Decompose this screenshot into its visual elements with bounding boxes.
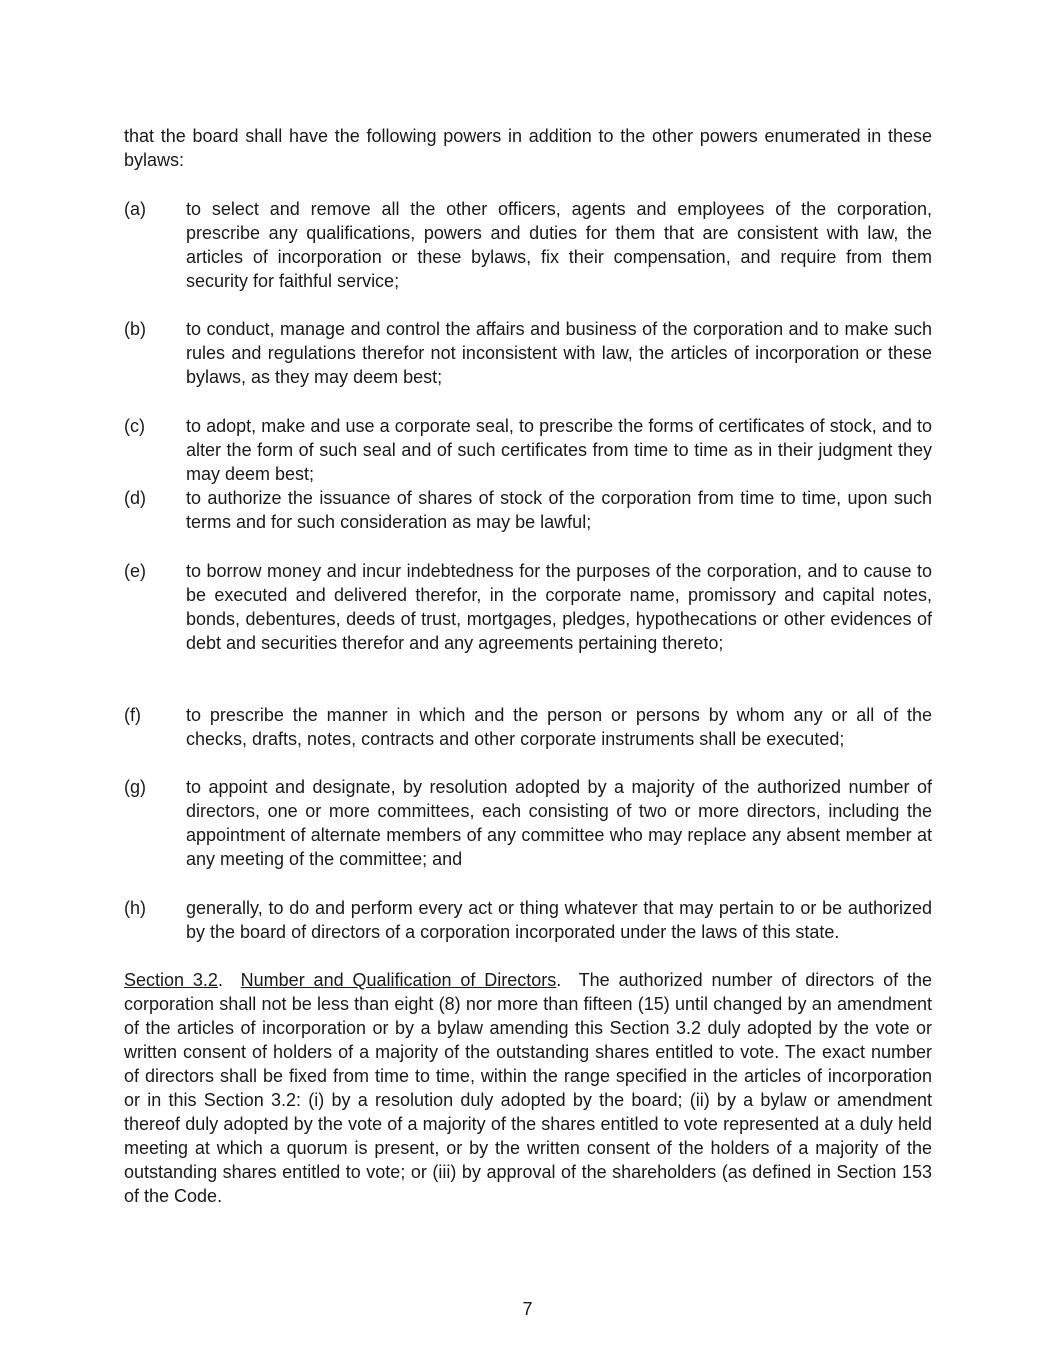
item-label: (f): [124, 705, 141, 725]
item-text: to select and remove all the other officers, agents and employees of the corporation, prescribe any qualifications, powers and duties for them that are consistent with law, the articles of incorporation or these bylaws, fix their compensation, and require from them security for faithful service;: [186, 199, 932, 291]
section-number: Section 3.2: [124, 970, 218, 990]
section-body: The authorized number of directors of the corporation shall not be less than eight (8) nor more than fifteen (15) until changed by an amendment of the articles of incorporation or by a bylaw amending this Section 3.2 duly adopted by the vote or written consent of holders of a majority of the outstanding shares entitled to vote. The exact number of directors shall be fixed from time to time, within the range specified in the articles of incorporation or in this Section 3.2: (i) by a resolution duly adopted by the board; (ii) by a bylaw or amendment thereof duly adopted by the vote of a majority of the shares entitled to vote represented at a duly held meeting at which a quorum is present, or by the written consent of the holders of a majority of the outstanding shares entitled to vote; or (iii) by approval of the shareholders (as defined in Section 153 of the Code.: [124, 970, 932, 1206]
section-title: Number and Qualification of Directors: [240, 970, 557, 990]
item-text: generally, to do and perform every act or thing whatever that may pertain to or be authorized by the board of directors of a corporation incorporated under the laws of this state.: [186, 898, 932, 942]
section-paragraph: Section 3.2. Number and Qualification of Directors. The authorized number of directors of the corporation shall not be less than eight (8) nor more than fifteen (15) until changed by an amendment of the articles of incorporation or by a bylaw amending this Section 3.2 duly adopted by the vote or written consent of holders of a majority of the outstanding shares entitled to vote. The exact number of directors shall be fixed from time to time, within the range specified in the articles of incorporation or in this Section 3.2: (i) by a resolution duly adopted by the board; (ii) by a bylaw or amendment thereof duly adopted by the vote of a majority of the shares entitled to vote represented at a duly held meeting at which a quorum is present, or by the written consent of the holders of a majority of the outstanding shares entitled to vote; or (iii) by approval of the shareholders (as defined in Section 153 of the Code.: [124, 970, 932, 1206]
list-item: [124, 775, 932, 871]
list-item: [124, 559, 932, 655]
item-text: to appoint and designate, by resolution adopted by a majority of the authorized number of directors, one or more committees, each consisting of two or more directors, including the appointment of alternate members of any committee who may replace any absent member at any meeting of the committee; and: [186, 777, 932, 869]
item-text: to conduct, manage and control the affairs and business of the corporation and to make such rules and regulations therefor not inconsistent with law, the articles of incorporation or these bylaws, as they may deem best;: [186, 319, 932, 387]
list-item: [124, 197, 932, 293]
item-text: to borrow money and incur indebtedness for the purposes of the corporation, and to cause to be executed and delivered therefor, in the corporate name, promissory and capital notes, bonds, debentures, deeds of trust, mortgages, pledges, hypothecations or other evidences of debt and securities therefor and any agreements pertaining thereto;: [186, 561, 932, 653]
list-item: [124, 317, 932, 389]
item-text: to authorize the issuance of shares of stock of the corporation from time to time, upon such terms and for such consideration as may be lawful;: [186, 488, 932, 532]
item-label: (e): [124, 561, 146, 581]
item-label: (a): [124, 199, 146, 219]
list-item: [124, 896, 932, 944]
item-label: (c): [124, 416, 145, 436]
list-item: [124, 486, 932, 534]
item-text: to adopt, make and use a corporate seal, to prescribe the forms of certificates of stock, and to alter the form of such seal and of such certificates from time to time as in their judgment they may deem best;: [186, 416, 932, 484]
list-item: [124, 703, 932, 751]
page-number: 7: [522, 1299, 533, 1319]
list-item: [124, 414, 932, 486]
intro-paragraph: that the board shall have the following powers in addition to the other powers enumerated in these bylaws:: [124, 126, 932, 170]
item-label: (g): [124, 777, 146, 797]
item-label: (h): [124, 898, 146, 918]
item-label: (b): [124, 319, 146, 339]
item-label: (d): [124, 488, 146, 508]
item-text: to prescribe the manner in which and the person or persons by whom any or all of the checks, drafts, notes, contracts and other corporate instruments shall be executed;: [186, 705, 932, 749]
